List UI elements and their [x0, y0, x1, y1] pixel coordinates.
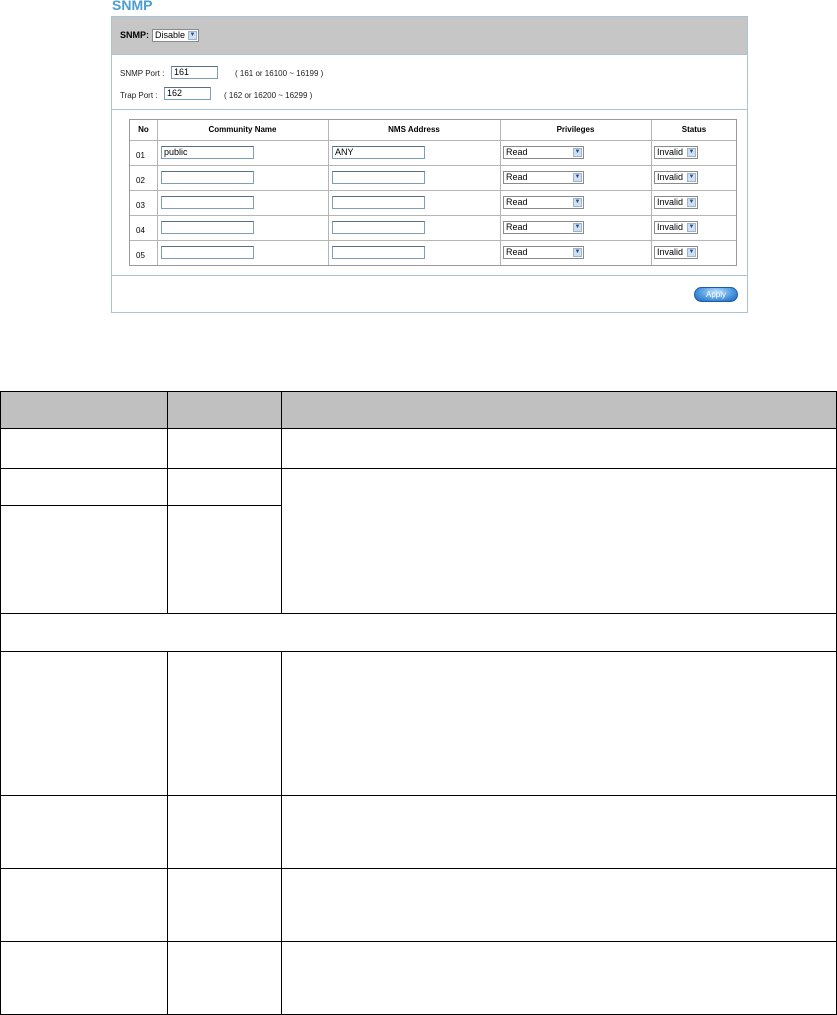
- table-cell: [281, 468, 837, 614]
- table-cell: [167, 468, 282, 506]
- snmp-port-hint: ( 161 or 16100 ~ 16199 ): [235, 69, 324, 78]
- table-cell: [281, 428, 837, 469]
- table-cell: [0, 505, 168, 614]
- table-cell: [0, 941, 168, 1015]
- privileges-value: Read: [506, 147, 528, 157]
- table-cell: [281, 795, 837, 869]
- privileges-select[interactable]: [503, 221, 584, 234]
- status-select[interactable]: [654, 196, 698, 209]
- privileges-value: Read: [506, 197, 528, 207]
- community-name-input[interactable]: [161, 196, 254, 209]
- table-cell: [167, 941, 282, 1015]
- community-name-input[interactable]: public: [161, 146, 254, 159]
- snmp-mode-select[interactable]: [152, 29, 199, 42]
- trap-port-label: Trap Port :: [120, 91, 158, 100]
- col-header-nms: NMS Address: [388, 125, 440, 134]
- trap-port-input[interactable]: 162: [164, 87, 211, 100]
- table-cell: [0, 868, 168, 942]
- privileges-value: Read: [506, 247, 528, 257]
- status-value: Invalid: [657, 197, 684, 207]
- status-value: Invalid: [657, 247, 684, 257]
- privileges-value: Read: [506, 172, 528, 182]
- row-divider: [130, 165, 736, 166]
- row-number: 02: [136, 176, 145, 185]
- row-number: 04: [136, 226, 145, 235]
- col-header-no: No: [138, 125, 149, 134]
- parameter-table: [0, 391, 837, 1015]
- table-section-row: [0, 613, 837, 652]
- chevron-down-icon: ▼: [688, 149, 695, 155]
- nms-address-input[interactable]: [332, 221, 425, 234]
- snmp-port-input[interactable]: 161: [171, 66, 218, 79]
- nms-address-input[interactable]: [332, 246, 425, 259]
- privileges-value: Read: [506, 222, 528, 232]
- page-title: SNMP: [112, 0, 153, 13]
- chevron-down-icon: ▼: [574, 199, 581, 205]
- table-header-cell: [281, 391, 837, 429]
- chevron-down-icon: ▼: [688, 199, 695, 205]
- snmp-port-label: SNMP Port :: [120, 69, 165, 78]
- chevron-down-icon: ▼: [574, 249, 581, 255]
- col-divider: [328, 120, 329, 265]
- row-divider: [130, 215, 736, 216]
- nms-address-input[interactable]: [332, 171, 425, 184]
- row-number: 03: [136, 201, 145, 210]
- apply-button[interactable]: Apply: [694, 287, 738, 302]
- snmp-panel: [111, 16, 748, 313]
- table-header-cell: [167, 391, 282, 429]
- table-header-cell: [0, 391, 168, 429]
- row-number: 05: [136, 251, 145, 260]
- col-divider: [500, 120, 501, 265]
- table-cell: [281, 868, 837, 942]
- col-header-privileges: Privileges: [556, 125, 595, 134]
- status-value: Invalid: [657, 172, 684, 182]
- table-cell: [0, 651, 168, 796]
- divider: [112, 109, 747, 110]
- row-divider: [130, 190, 736, 191]
- community-table: [129, 119, 737, 266]
- table-cell: [167, 868, 282, 942]
- divider: [112, 275, 747, 276]
- nms-address-input[interactable]: ANY: [332, 146, 425, 159]
- row-divider: [130, 240, 736, 241]
- status-select[interactable]: [654, 221, 698, 234]
- table-cell: [0, 795, 168, 869]
- status-value: Invalid: [657, 147, 684, 157]
- chevron-down-icon: ▼: [189, 32, 196, 38]
- table-cell: [167, 428, 282, 469]
- snmp-header: [112, 17, 747, 54]
- chevron-down-icon: ▼: [688, 249, 695, 255]
- chevron-down-icon: ▼: [688, 224, 695, 230]
- nms-address-input[interactable]: [332, 196, 425, 209]
- status-value: Invalid: [657, 222, 684, 232]
- snmp-label: SNMP:: [120, 30, 149, 40]
- community-name-input[interactable]: [161, 246, 254, 259]
- privileges-select[interactable]: [503, 196, 584, 209]
- status-select[interactable]: [654, 146, 698, 159]
- community-name-input[interactable]: [161, 221, 254, 234]
- row-number: 01: [136, 151, 145, 160]
- table-cell: [0, 428, 168, 469]
- table-cell: [281, 941, 837, 1015]
- chevron-down-icon: ▼: [574, 149, 581, 155]
- status-select[interactable]: [654, 171, 698, 184]
- privileges-select[interactable]: [503, 171, 584, 184]
- col-header-status: Status: [681, 125, 707, 134]
- community-name-input[interactable]: [161, 171, 254, 184]
- table-cell: [167, 795, 282, 869]
- snmp-mode-value: Disable: [155, 30, 186, 40]
- table-cell: [0, 468, 168, 506]
- row-divider: [130, 140, 736, 141]
- chevron-down-icon: ▼: [574, 174, 581, 180]
- table-cell: [167, 505, 282, 614]
- status-select[interactable]: [654, 246, 698, 259]
- chevron-down-icon: ▼: [574, 224, 581, 230]
- divider: [112, 54, 747, 55]
- chevron-down-icon: ▼: [688, 174, 695, 180]
- col-divider: [651, 120, 652, 265]
- privileges-select[interactable]: [503, 246, 584, 259]
- table-cell: [281, 651, 837, 796]
- table-cell: [167, 651, 282, 796]
- privileges-select[interactable]: [503, 146, 584, 159]
- col-header-community: Community Name: [208, 125, 277, 134]
- col-divider: [157, 120, 158, 265]
- trap-port-hint: ( 162 or 16200 ~ 16299 ): [224, 91, 313, 100]
